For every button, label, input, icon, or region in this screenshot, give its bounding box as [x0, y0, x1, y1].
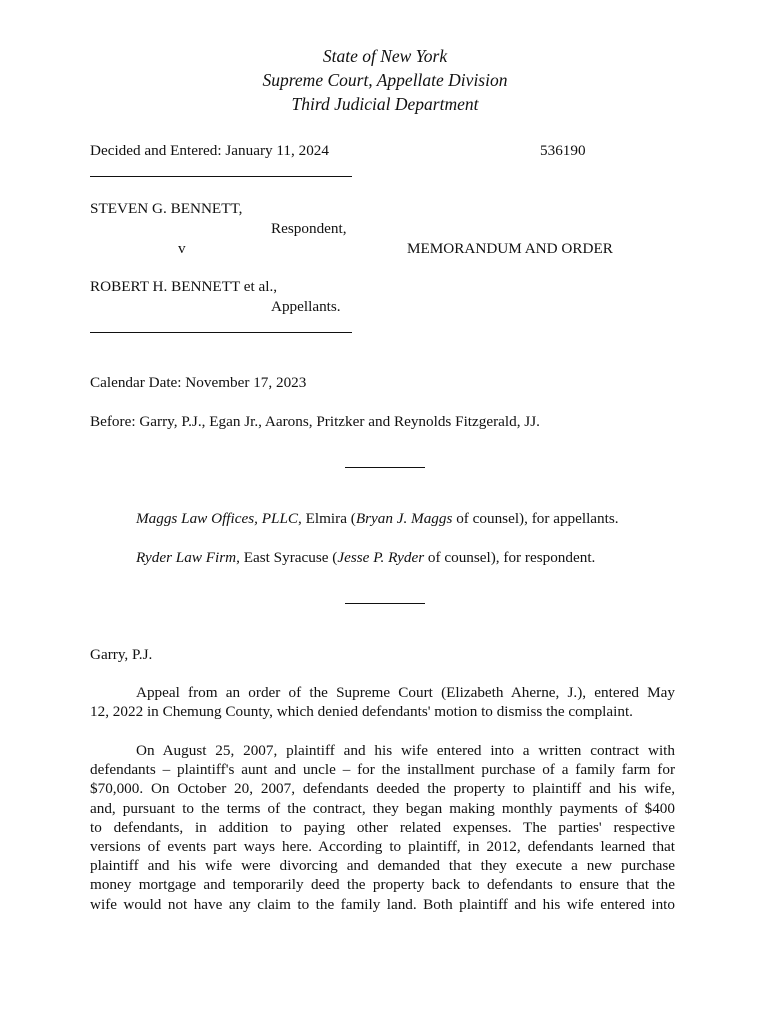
caption-rule-top: [90, 176, 352, 177]
versus: v: [178, 240, 186, 257]
calendar-date: Calendar Date: November 17, 2023: [90, 374, 307, 391]
counsel-respondent: Ryder Law Firm, East Syracuse (Jesse P. Ryder of counsel), for respondent.: [136, 549, 596, 566]
opinion-author: Garry, P.J.: [90, 646, 153, 663]
defendant-name: ROBERT H. BENNETT et al.,: [90, 278, 278, 295]
memorandum-title: MEMORANDUM AND ORDER: [407, 240, 613, 257]
paragraph-2: On August 25, 2007, plaintiff and his wife entered into a written contract with defendants – plaintiff's aunt and uncle – for the installment purchase of a family farm for $70,000. On October 20, 2007, defendants deeded the property to plaintiff and his wife, and, pursuant to the terms of the contract, they began making monthly payments of $400 to defendants, in addition to paying other related expenses. The parties' respective versions of events part ways here. According to plaintiff, in 2012, defendants learned that plaintiff and his wife were divorcing and demanded that they execute a new purchase money mortgage and temporarily deed the property back to defendants to ensure that the wife would not have any claim to the family land. Both plaintiff and his wife entered into: [90, 742, 675, 913]
header-court: Supreme Court, Appellate Division: [262, 70, 508, 90]
docket-number: 536190: [540, 142, 586, 159]
defendant-role: Appellants.: [271, 298, 341, 315]
header-state: State of New York: [322, 46, 448, 66]
separator-rule-1: [345, 467, 425, 468]
appellants-attorney: Bryan J. Maggs: [355, 510, 453, 527]
plaintiff-name: STEVEN G. BENNETT,: [90, 200, 243, 217]
respondent-attorney: Jesse P. Ryder: [337, 549, 425, 566]
respondent-firm: Ryder Law Firm: [136, 549, 237, 566]
header-department: Third Judicial Department: [291, 94, 479, 114]
appellants-firm: Maggs Law Offices, PLLC: [136, 510, 299, 527]
counsel-appellants: Maggs Law Offices, PLLC, Elmira (Bryan J. Maggs of counsel), for appellants.: [136, 510, 619, 527]
caption-rule-bottom: [90, 332, 352, 333]
decided-date: Decided and Entered: January 11, 2024: [90, 142, 329, 159]
separator-rule-2: [345, 603, 425, 604]
panel-judges: Before: Garry, P.J., Egan Jr., Aarons, Pritzker and Reynolds Fitzgerald, JJ.: [90, 413, 540, 430]
plaintiff-role: Respondent,: [271, 220, 347, 237]
paragraph-1: Appeal from an order of the Supreme Court (Elizabeth Aherne, J.), entered May 12, 2022 in Chemung County, which denied defendants' motion to dismiss the complaint.: [90, 684, 675, 721]
